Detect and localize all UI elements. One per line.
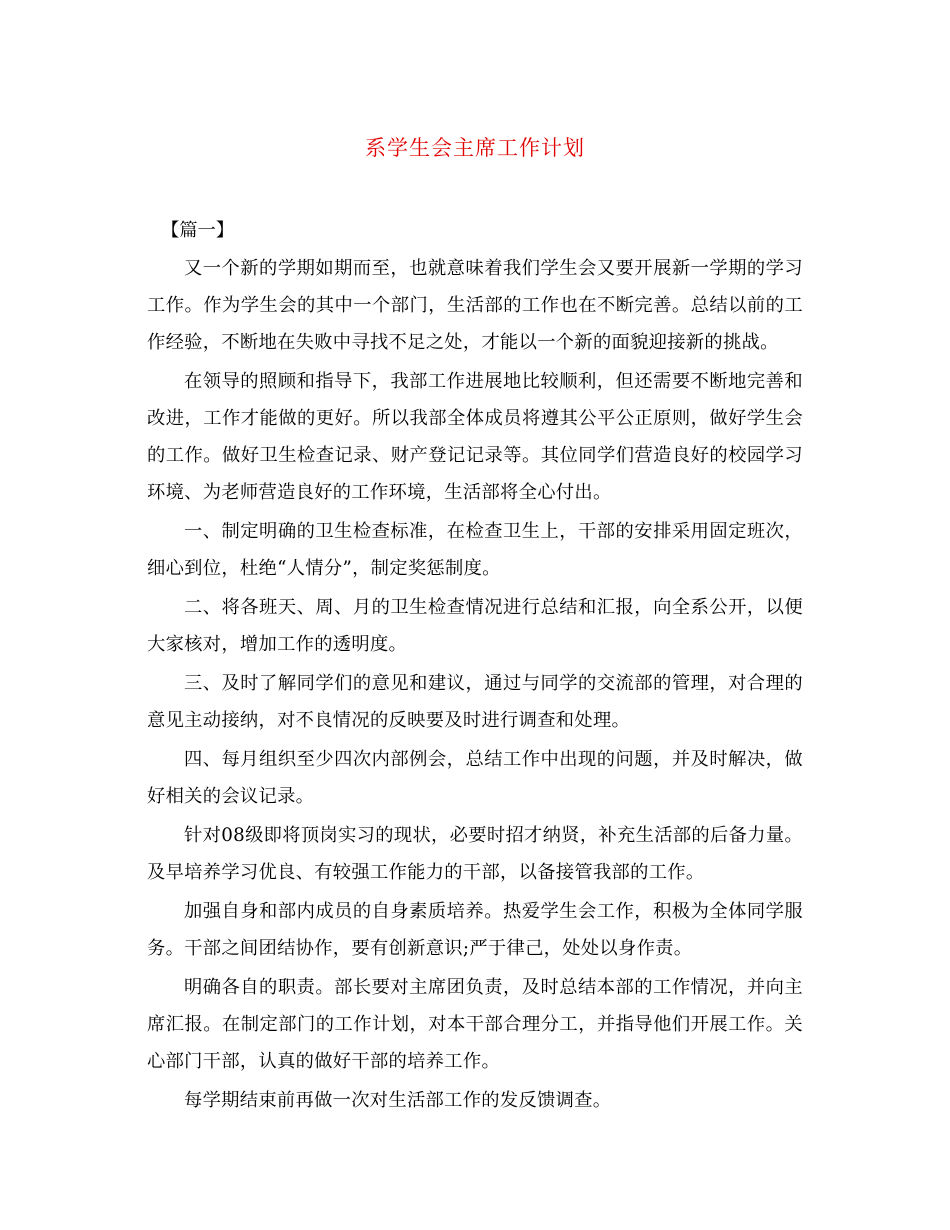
paragraph-item-2: 二、将各班天、周、月的卫生检查情况进行总结和汇报，向全系公开，以便大家核对，增加工作的透明度。 <box>147 597 803 655</box>
paragraph-intro: 又一个新的学期如期而至，也就意味着我们学生会又要开展新一学期的学习工作。作为学生会的其中一个部门，生活部的工作也在不断完善。总结以前的工作经验，不断地在失败中寻找不足之处，才能以一个新的面貌迎接新的挑战。 <box>147 258 803 353</box>
paragraph-recruitment: 针对08级即将顶岗实习的现状，必要时招才纳贤，补充生活部的后备力量。及早培养学习优良、有较强工作能力的干部，以备接管我部的工作。 <box>147 825 803 883</box>
paragraph-item-1: 一、制定明确的卫生检查标准，在检查卫生上，干部的安排采用固定班次，细心到位，杜绝“人情分”，制定奖惩制度。 <box>147 521 803 579</box>
document-body <box>147 214 803 1121</box>
paragraph-responsibilities: 明确各自的职责。部长要对主席团负责，及时总结本部的工作情况，并向主席汇报。在制定部门的工作计划，对本干部合理分工，并指导他们开展工作。关心部门干部，认真的做好干部的培养工作。 <box>147 977 803 1072</box>
section-heading: 【篇一】 <box>161 220 235 241</box>
document-title: 系学生会主席工作计划 <box>365 136 585 160</box>
paragraph-guidance: 在领导的照顾和指导下，我部工作进展地比较顺利，但还需要不断地完善和改进，工作才能做的更好。所以我部全体成员将遵其公平公正原则，做好学生会的工作。做好卫生检查记录、财产登记记录等。其位同学们营造良好的校园学习环境、为老师营造良好的工作环境，生活部将全心付出。 <box>147 371 803 503</box>
paragraph-feedback: 每学期结束前再做一次对生活部工作的发反馈调查。 <box>184 1090 612 1111</box>
paragraph-item-3: 三、及时了解同学们的意见和建议，通过与同学的交流部的管理，对合理的意见主动接纳，对不良情况的反映要及时进行调查和处理。 <box>147 673 803 731</box>
paragraph-self-improvement: 加强自身和部内成员的自身素质培养。热爱学生会工作，积极为全体同学服务。干部之间团结协作，要有创新意识;严于律己，处处以身作责。 <box>147 901 803 959</box>
paragraph-item-4: 四、每月组织至少四次内部例会，总结工作中出现的问题，并及时解决，做好相关的会议记录。 <box>147 749 803 807</box>
